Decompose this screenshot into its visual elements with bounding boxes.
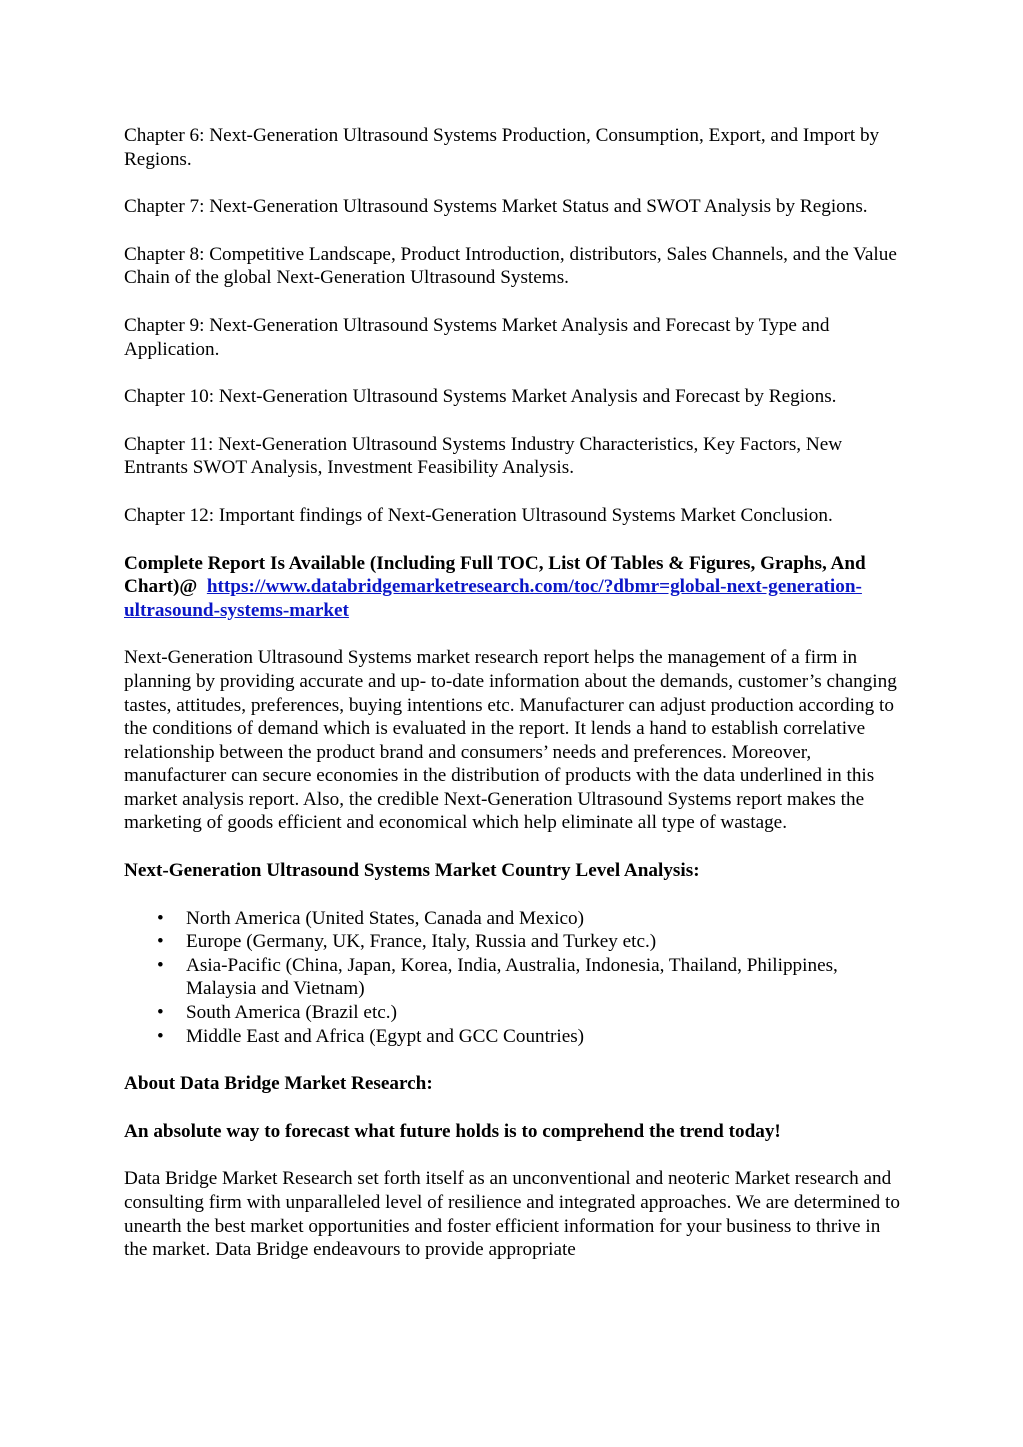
- region-text: North America (United States, Canada and Mexico): [186, 907, 585, 929]
- chapter-8-text: Chapter 8: Competitive Landscape, Product Introduction, distributors, Sales Channels, and the Value Chain of the global Next-Generation Ultrasound Systems.: [124, 243, 897, 289]
- bullet-icon: •: [157, 954, 164, 976]
- about-heading: About Data Bridge Market Research:: [124, 1073, 433, 1095]
- report-description: Next-Generation Ultrasound Systems market research report helps the management of a firm in planning by providing accurate and up- to-date information about the demands, customer’s changing tastes, attitudes, preferences, buying intentions etc. Manufacturer can adjust production according to the conditions of demand which is evaluated in the report. It lends a hand to establish correlative relationship between the product brand and consumers’ needs and preferences. Moreover, manufacturer can secure economies in the distribution of products with the data underlined in this market analysis report. Also, the credible Next-Generation Ultrasound Systems report makes the marketing of goods efficient and economical which help eliminate all type of wastage.: [124, 647, 897, 834]
- chapter-7-text: Chapter 7: Next-Generation Ultrasound Systems Market Status and SWOT Analysis by Regions.: [124, 196, 868, 218]
- report-toc-link[interactable]: https://www.databridgemarketresearch.com/toc/?dbmr=global-next-generation-ultrasound-systems-market: [124, 576, 862, 621]
- bullet-icon: •: [157, 1002, 164, 1024]
- chapter-6-text: Chapter 6: Next-Generation Ultrasound Systems Production, Consumption, Export, and Import by Regions.: [124, 125, 880, 170]
- bullet-icon: •: [157, 931, 164, 953]
- chapter-11-text: Chapter 11: Next-Generation Ultrasound Systems Industry Characteristics, Key Factors, New Entrants SWOT Analysis, Investment Feasibility Analysis.: [124, 433, 843, 479]
- list-item: [157, 1001, 904, 1025]
- bullet-icon: •: [157, 1025, 164, 1047]
- regions-list: [124, 907, 904, 1049]
- region-text: Asia-Pacific (China, Japan, Korea, India, Australia, Indonesia, Thailand, Philippines, Malaysia and Vietnam): [186, 954, 838, 1000]
- list-item: [157, 1025, 904, 1049]
- document-page: [124, 124, 904, 1286]
- bullet-icon: •: [157, 907, 164, 929]
- region-text: Europe (Germany, UK, France, Italy, Russia and Turkey etc.): [186, 931, 657, 953]
- country-analysis-heading: Next-Generation Ultrasound Systems Market Country Level Analysis:: [124, 860, 700, 882]
- tagline: An absolute way to forecast what future holds is to comprehend the trend today!: [124, 1120, 781, 1142]
- chapter-10-text: Chapter 10: Next-Generation Ultrasound Systems Market Analysis and Forecast by Regions.: [124, 386, 837, 408]
- list-item: [157, 930, 904, 954]
- list-item: [157, 907, 904, 931]
- list-item: [157, 954, 904, 1001]
- region-text: South America (Brazil etc.): [186, 1002, 397, 1024]
- about-description: Data Bridge Market Research set forth itself as an unconventional and neoteric Market research and consulting firm with unparalleled level of resilience and integrated approaches. We are determined to unearth the best market opportunities and foster efficient information for your business to thrive in the market. Data Bridge endeavours to provide appropriate: [124, 1168, 900, 1261]
- report-availability-label: Complete Report Is Available (Including Full TOC, List Of Tables & Figures, Graphs, And Chart)@: [124, 552, 866, 598]
- report-availability-paragraph: [124, 552, 904, 623]
- chapter-12-text: Chapter 12: Important findings of Next-Generation Ultrasound Systems Market Conclusion.: [124, 504, 833, 526]
- chapter-9-text: Chapter 9: Next-Generation Ultrasound Systems Market Analysis and Forecast by Type and Application.: [124, 314, 830, 360]
- region-text: Middle East and Africa (Egypt and GCC Countries): [186, 1025, 585, 1047]
